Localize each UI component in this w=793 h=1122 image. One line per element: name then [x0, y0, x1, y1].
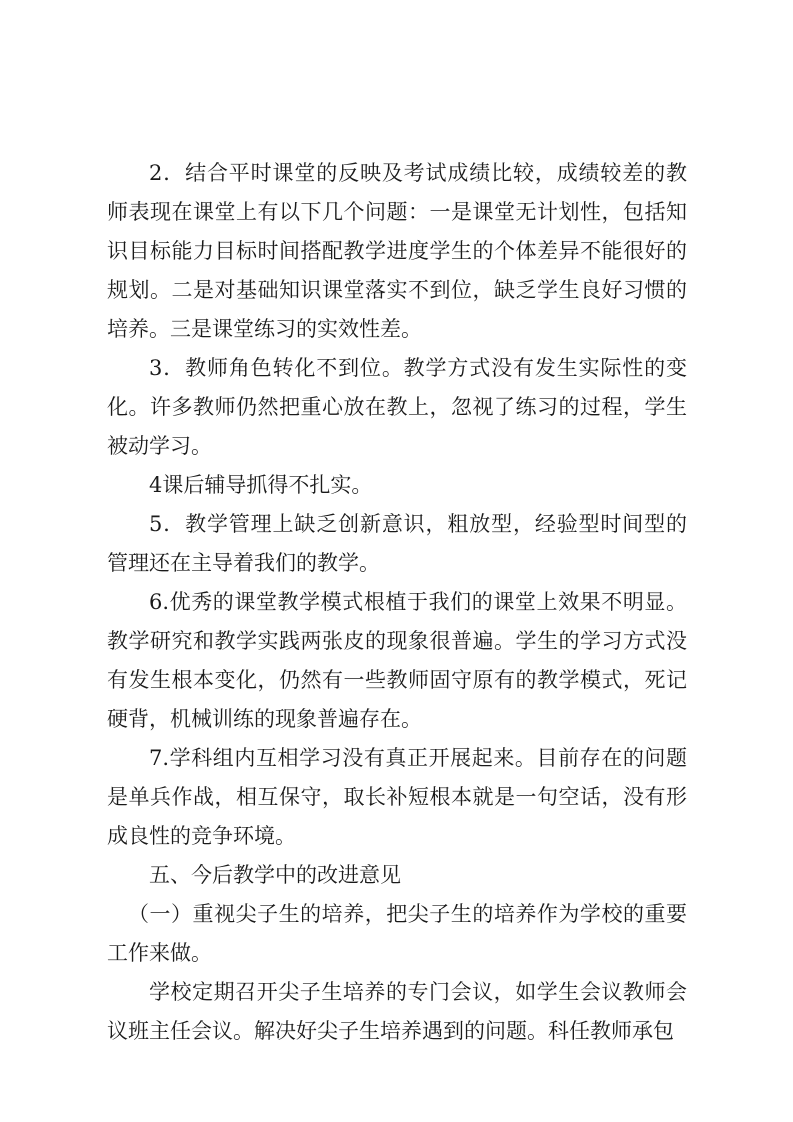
document-body	[107, 154, 687, 1051]
section-heading: 五、今后教学中的改进意见	[149, 863, 401, 887]
paragraph-item-5: 5．教学管理上缺乏创新意识，粗放型，经验型时间型的管理还在主导着我们的教学。	[107, 512, 687, 575]
paragraph-body: 学校定期召开尖子生培养的专门会议，如学生会议教师会议班主任会议。解决好尖子生培养遇到的问题。科任教师承包	[107, 980, 687, 1043]
paragraph-item-7: 7.学科组内互相学习没有真正开展起来。目前存在的问题是单兵作战，相互保守，取长补短根本就是一句空话，没有形成良性的竞争环境。	[107, 746, 687, 848]
paragraph-item-6: 6.优秀的课堂教学模式根植于我们的课堂上效果不明显。教学研究和教学实践两张皮的现象很普遍。学生的学习方式没有发生根本变化，仍然有一些教师固守原有的教学模式，死记硬背，机械训练的现象普遍存在。	[107, 590, 687, 731]
paragraph-item-2: 2．结合平时课堂的反映及考试成绩比较，成绩较差的教师表现在课堂上有以下几个问题：一是课堂无计划性，包括知识目标能力目标时间搭配教学进度学生的个体差异不能很好的规划。二是对基础知识课堂落实不到位，缺乏学生良好习惯的培养。三是课堂练习的实效性差。	[107, 161, 687, 341]
sub-section-heading: （一）重视尖子生的培养，把尖子生的培养作为学校的重要工作来做。	[107, 902, 687, 965]
paragraph-item-3: 3．教师角色转化不到位。教学方式没有发生实际性的变化。许多教师仍然把重心放在教上，忽视了练习的过程，学生被动学习。	[107, 356, 687, 458]
paragraph-item-4: 4课后辅导抓得不扎实。	[149, 473, 373, 497]
